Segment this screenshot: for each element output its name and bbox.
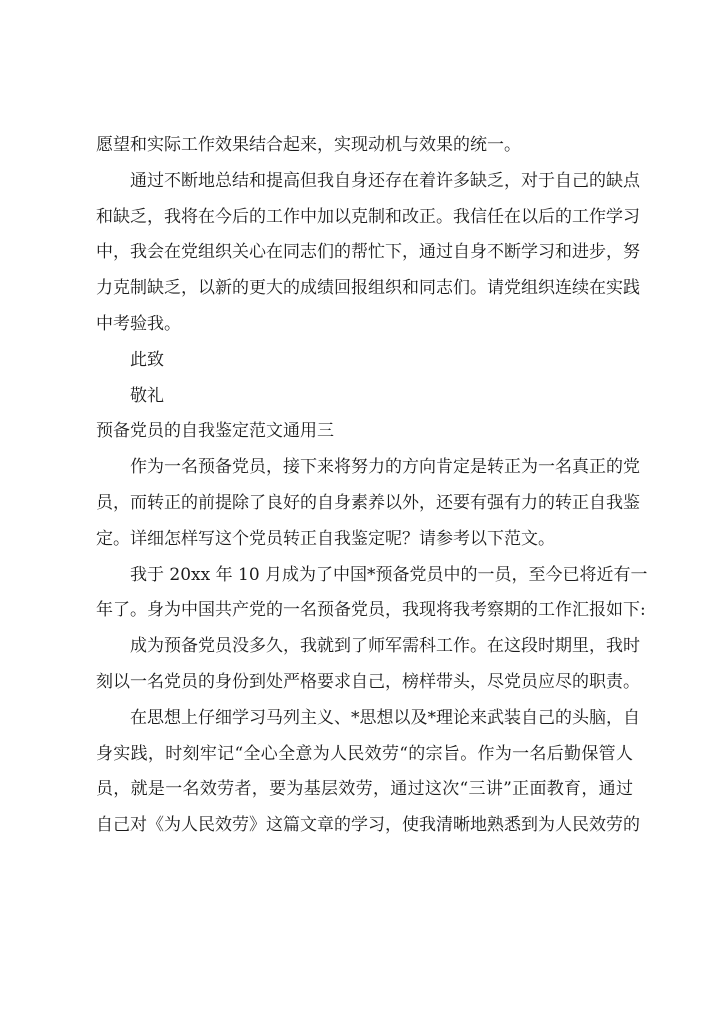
text-line: 中考验我。 (96, 313, 181, 334)
text-line: 中，我会在党组织关心在同志们的帮忙下，通过自身不断学习和进步，努 (96, 242, 640, 263)
paragraph-line: 我于 20xx 年 10 月成为了中国*预备党员中的一员，至今已将近有一 (130, 564, 648, 585)
document-body (96, 128, 648, 844)
section-heading: 预备党员的自我鉴定范文通用三 (96, 421, 334, 442)
text-line: 定。详细怎样写这个党员转正自我鉴定呢？请参考以下范文。 (96, 528, 555, 549)
paragraph-line: 通过不断地总结和提高但我自身还存在着许多缺乏，对于自己的缺点 (130, 170, 640, 191)
closing-salutation: 此致 (130, 349, 164, 370)
text-line: 身实践，时刻牢记“全心全意为人民效劳“的宗旨。作为一名后勤保管人 (96, 743, 633, 764)
closing-regards: 敬礼 (130, 385, 164, 406)
text-line: 愿望和实际工作效果结合起来，实现动机与效果的统一。 (96, 135, 521, 155)
text-line: 员，而转正的前提除了良好的自身素养以外，还要有强有力的转正自我鉴 (96, 492, 640, 513)
text-line: 自己对《为人民效劳》这篇文章的学习，使我清晰地熟悉到为人民效劳的 (96, 815, 640, 836)
paragraph-line: 在思想上仔细学习马列主义、*思想以及*理论来武装自己的头脑，自 (130, 707, 640, 728)
text-line: 力克制缺乏，以新的更大的成绩回报组织和同志们。请党组织连续在实践 (96, 278, 640, 299)
text-line: 和缺乏，我将在今后的工作中加以克制和改正。我信任在以后的工作学习 (96, 206, 640, 227)
text-line: 刻以一名党员的身份到处严格要求自己，榜样带头，尽党员应尽的职责。 (96, 671, 640, 692)
text-line: 员，就是一名效劳者，要为基层效劳，通过这次“三讲”正面教育，通过 (96, 779, 633, 800)
paragraph-line: 成为预备党员没多久，我就到了师军需科工作。在这段时期里，我时 (130, 636, 640, 657)
text-line: 年了。身为中国共产党的一名预备党员，我现将我考察期的工作汇报如下: (96, 600, 646, 621)
paragraph-line: 作为一名预备党员，接下来将努力的方向肯定是转正为一名真正的党 (130, 457, 640, 478)
